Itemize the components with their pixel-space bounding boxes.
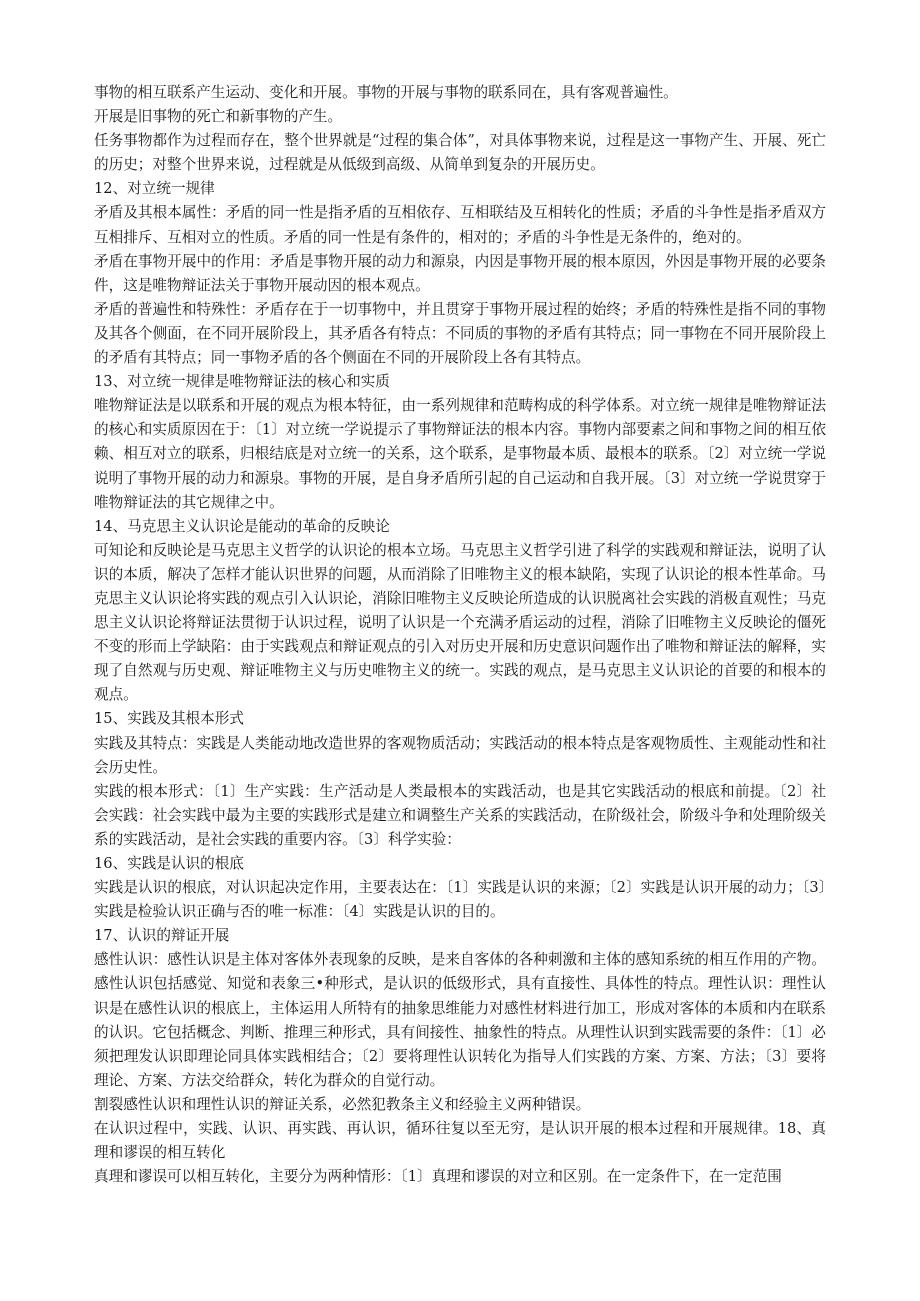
paragraph: 开展是旧事物的死亡和新事物的产生。 <box>94 108 343 126</box>
paragraph: 可知论和反映论是马克思主义哲学的认识论的根本立场。马克思主义哲学引进了科学的实践观和辩证法，说明了认识的本质，解决了怎样才能认识世界的问题，从而消除了旧唯物主义的根本缺陷，实现了认识论的根本性革命。马克思主义认识论将实践的观点引入认识论，消除旧唯物主义反映论所造成的认识脱离社会实践的消极直观性；马克思主义认识论将辩证法贯彻于认识过程，说明了认识是一个充满矛盾运动的过程，消除了旧唯物主义反映论的僵死不变的形而上学缺陷：由于实践观点和辩证观点的引入对历史开展和历史意识问题作出了唯物和辩证法的解释，实现了自然观与历史观、辩证唯物主义与历史唯物主义的统一。实践的观点，是马克思主义认识论的首要的和根本的观点。 <box>94 541 826 704</box>
paragraph: 实践的根本形式：〔1〕生产实践：生产活动是人类最根本的实践活动，也是其它实践活动的根底和前提。〔2〕社会实践：社会实践中最为主要的实践形式是建立和调整生产关系的实践活动，在阶级社会，阶级斗争和处理阶级关系的实践活动，是社会实践的重要内容。〔3〕科学实验： <box>94 782 826 848</box>
paragraph: 在认识过程中，实践、认识、再实践、再认识，循环往复以至无穷，是认识开展的根本过程和开展规律。18、真理和谬误的相互转化 <box>94 1120 826 1162</box>
section-heading-12: 12、对立统一规律 <box>94 180 215 198</box>
paragraph: 事物的相互联系产生运动、变化和开展。事物的开展与事物的联系同在，具有客观普遍性。 <box>94 84 678 101</box>
paragraph: 感性认识：感性认识是主体对客体外表现象的反映，是来自客体的各种刺激和主体的感知系统的相互作用的产物。感性认识包括感觉、知觉和表象三•种形式，是认识的低级形式，具有直接性、具体性的特点。理性认识：理性认识是在感性认识的根底上，主体运用人所特有的抽象思维能力对感性材料进行加工，形成对客体的本质和内在联系的认识。它包括概念、判断、推理三种形式，具有间接性、抽象性的特点。从理性认识到实践需要的条件：〔1〕必须把理发认识即理论同具体实践相结合；〔2〕要将理性认识转化为指导人们实践的方案、方案、方法；〔3〕要将理论、方案、方法交给群众，转化为群众的自觉行动。 <box>94 951 826 1089</box>
paragraph: 唯物辩证法是以联系和开展的观点为根本特征，由一系列规律和范畴构成的科学体系。对立统一规律是唯物辩证法的核心和实质原因在于：〔1〕对立统一学说提示了事物辩证法的根本内容。事物内部要素之间和事物之间的相互依赖、相互对立的联系，归根结底是对立统一的关系，这个联系，是事物最本质、最根本的联系。〔2〕对立统一学说说明了事物开展的动力和源泉。事物的开展，是自身矛盾所引起的自己运动和自我开展。〔3〕对立统一学说贯穿于唯物辩证法的其它规律之中。 <box>94 397 826 511</box>
paragraph: 任务事物都作为过程而存在，整个世界就是“过程的集合体”，对具体事物来说，过程是这一事物产生、开展、死亡的历史；对整个世界来说，过程就是从低级到高级、从简单到复杂的开展历史。 <box>94 132 826 174</box>
section-heading-13: 13、对立统一规律是唯物辩证法的核心和实质 <box>94 373 390 391</box>
paragraph: 真理和谬误可以相互转化，主要分为两种情形：〔1〕真理和谬误的对立和区别。在一定条件下，在一定范围 <box>94 1168 782 1186</box>
section-heading-16: 16、实践是认识的根底 <box>94 855 244 872</box>
section-heading-15: 15、实践及其根本形式 <box>94 710 244 728</box>
paragraph: 矛盾及其根本属性：矛盾的同一性是指矛盾的互相依存、互相联结及互相转化的性质；矛盾的斗争性是指矛盾双方互相排斥、互相对立的性质。矛盾的同一性是有条件的，相对的；矛盾的斗争性是无条件的，绝对的。 <box>94 204 826 246</box>
section-heading-17: 17、认识的辩证开展 <box>94 927 230 945</box>
paragraph: 矛盾的普遍性和特殊性：矛盾存在于一切事物中，并且贯穿于事物开展过程的始终；矛盾的特殊性是指不同的事物及其各个侧面，在不同开展阶段上，其矛盾各有特点：不同质的事物的矛盾有其特点；同一事物在不同开展阶段上的矛盾有其特点；同一事物矛盾的各个侧面在不同的开展阶段上各有其特点。 <box>94 300 826 367</box>
paragraph: 实践是认识的根底，对认识起决定作用，主要表达在：〔1〕实践是认识的来源；〔2〕实践是认识开展的动力；〔3〕实践是检验认识正确与否的唯一标准：〔4〕实践是认识的目的。 <box>94 879 826 921</box>
paragraph: 矛盾在事物开展中的作用：矛盾是事物开展的动力和源泉，内因是事物开展的根本原因，外因是事物开展的必要条件，这是唯物辩证法关于事物开展动因的根本观点。 <box>94 252 826 294</box>
section-heading-14: 14、马克思主义认识论是能动的革命的反映论 <box>94 517 390 535</box>
paragraph: 实践及其特点：实践是人类能动地改造世界的客观物质活动；实践活动的根本特点是客观物质性、主观能动性和社会历史性。 <box>94 734 826 776</box>
paragraph: 割裂感性认识和理性认识的辩证关系，必然犯教条主义和经验主义两种错误。 <box>94 1095 591 1113</box>
